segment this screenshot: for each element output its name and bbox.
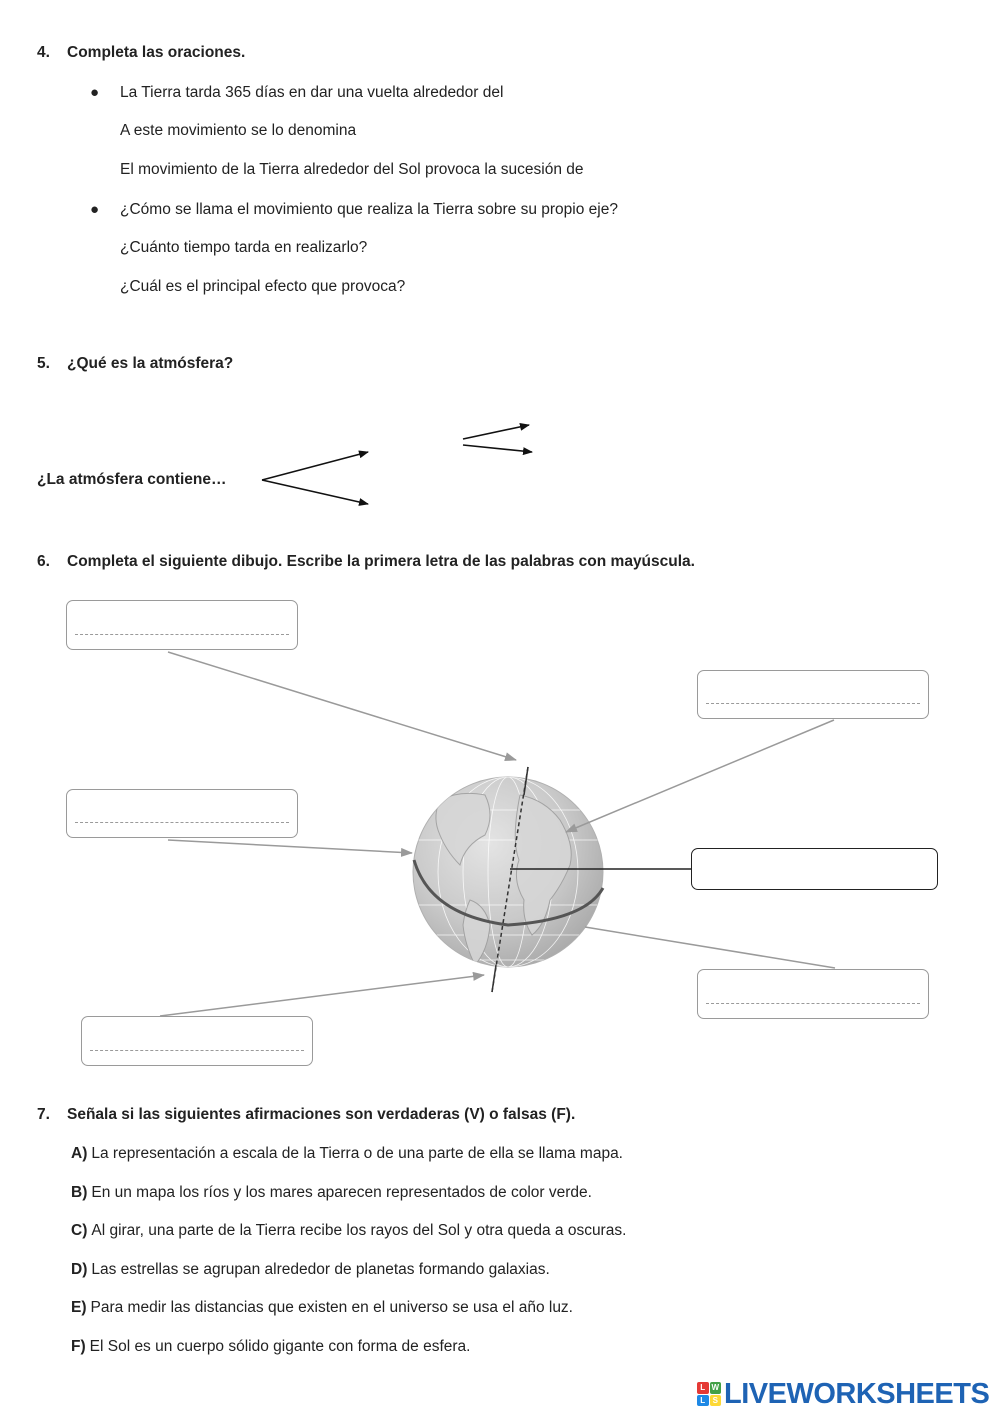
- label-box-south-pole[interactable]: [81, 1016, 313, 1066]
- label-box-north-pole[interactable]: [66, 600, 298, 650]
- arrow-icon: [566, 720, 834, 832]
- q6-number: 6.: [37, 553, 50, 570]
- answer-line: [706, 703, 920, 704]
- tf-text: Las estrellas se agrupan alrededor de planetas formando galaxias.: [91, 1261, 550, 1278]
- tf-letter: E): [71, 1299, 87, 1316]
- globe-illustration: [413, 767, 603, 992]
- q5-title: ¿Qué es la atmósfera?: [67, 355, 234, 372]
- tf-text: En un mapa los ríos y los mares aparecen representados de color verde.: [91, 1184, 592, 1201]
- tf-letter: A): [71, 1145, 88, 1162]
- q7-number: 7.: [37, 1106, 50, 1123]
- arrow-icon: [168, 840, 412, 853]
- q4-line-4: ¿Cómo se llama el movimiento que realiza la Tierra sobre su propio eje?: [120, 201, 618, 218]
- q4-line-5: ¿Cuánto tiempo tarda en realizarlo?: [120, 239, 368, 256]
- q4-line-6: ¿Cuál es el principal efecto que provoca?: [120, 278, 406, 295]
- q7-heading: [37, 1106, 575, 1124]
- q5-number: 5.: [37, 355, 50, 372]
- tf-item-b: [71, 1184, 592, 1202]
- tf-item-d: [71, 1261, 550, 1279]
- arrow-icon: [262, 480, 368, 504]
- tf-letter: C): [71, 1222, 88, 1239]
- q4-line-3: El movimiento de la Tierra alrededor del Sol provoca la sucesión de: [120, 161, 584, 178]
- label-box-northern-hemisphere[interactable]: [697, 670, 929, 719]
- answer-line: [90, 1050, 304, 1051]
- q4-line-1: La Tierra tarda 365 días en dar una vuelta alrededor del: [120, 84, 504, 101]
- bullet-icon: ●: [90, 84, 100, 101]
- arrow-icon: [463, 445, 532, 452]
- bullet-icon: ●: [90, 201, 100, 218]
- q4-number: 4.: [37, 44, 50, 61]
- q5-contains-label: ¿La atmósfera contiene…: [37, 471, 227, 488]
- tf-item-e: [71, 1299, 573, 1317]
- answer-line: [75, 634, 289, 635]
- liveworksheets-logo-icon: L W L S: [697, 1382, 721, 1406]
- tf-item-f: [71, 1338, 470, 1356]
- q4-line-2: A este movimiento se lo denomina: [120, 122, 357, 139]
- arrow-icon: [168, 652, 516, 760]
- answer-line: [706, 1003, 920, 1004]
- tf-item-a: [71, 1145, 623, 1163]
- tf-text: La representación a escala de la Tierra o de una parte de ella se llama mapa.: [91, 1145, 623, 1162]
- label-box-axis[interactable]: [66, 789, 298, 838]
- tf-letter: F): [71, 1338, 86, 1355]
- label-box-southern-hemisphere[interactable]: [697, 969, 929, 1019]
- atmosphere-arrows: [262, 425, 532, 504]
- tf-text: El Sol es un cuerpo sólido gigante con forma de esfera.: [89, 1338, 471, 1355]
- tf-text: Para medir las distancias que existen en el universo se usa el año luz.: [90, 1299, 573, 1316]
- tf-letter: B): [71, 1184, 88, 1201]
- liveworksheets-logo[interactable]: [697, 1376, 989, 1412]
- arrow-icon: [262, 452, 368, 480]
- answer-box-equator[interactable]: [691, 848, 938, 890]
- q7-title: Señala si las siguientes afirmaciones son verdaderas (V) o falsas (F).: [67, 1106, 576, 1123]
- arrow-icon: [463, 425, 529, 439]
- q6-title: Completa el siguiente dibujo. Escribe la primera letra de las palabras con mayúscula.: [67, 553, 695, 570]
- q4-title: Completa las oraciones.: [67, 44, 246, 61]
- tf-letter: D): [71, 1261, 88, 1278]
- answer-line: [75, 822, 289, 823]
- tf-item-c: [71, 1222, 626, 1240]
- liveworksheets-logo-text: LIVEWORKSHEETS: [724, 1377, 990, 1410]
- tf-text: Al girar, una parte de la Tierra recibe los rayos del Sol y otra queda a oscuras.: [91, 1222, 627, 1239]
- arrow-icon: [160, 975, 484, 1016]
